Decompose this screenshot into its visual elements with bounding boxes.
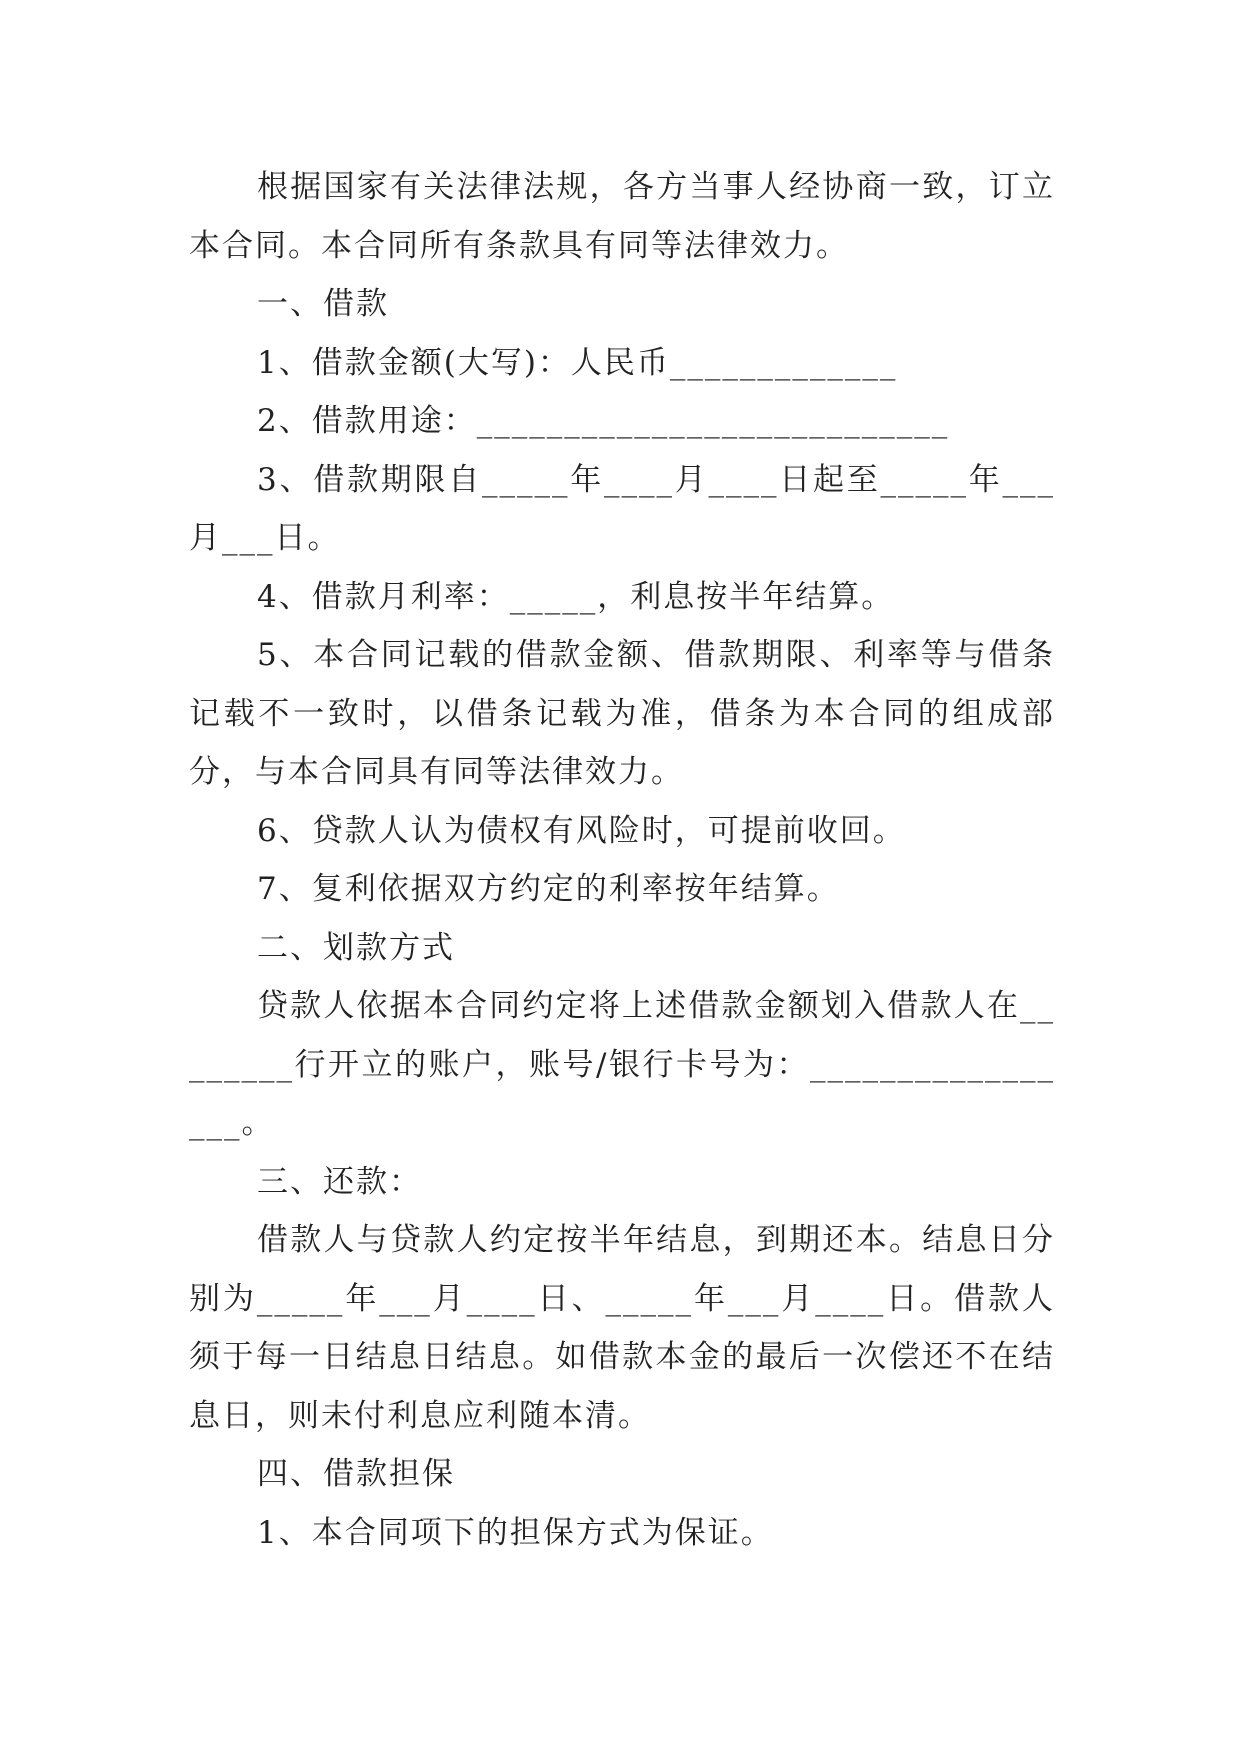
section-heading-loan-guarantee: 四、借款担保 — [257, 1456, 455, 1492]
clause-iou-precedence: 5、本合同记载的借款金额、借款期限、利率等与借条记载不一致时，以借条记载为准，借条为本合同的组成部分，与本合同具有同等法律效力。 — [189, 637, 1055, 790]
clause-guarantee-method: 1、本合同项下的担保方式为保证。 — [257, 1514, 774, 1551]
contract-body — [189, 158, 1055, 1562]
clause-monthly-interest-rate: 4、借款月利率：_____，利息按半年结算。 — [257, 578, 895, 615]
clause-compound-interest: 7、复利依据双方约定的利率按年结算。 — [257, 871, 840, 907]
section-heading-transfer-method: 二、划款方式 — [257, 929, 455, 966]
section-heading-repayment: 三、还款： — [257, 1163, 422, 1200]
clause-loan-term: 3、借款期限自_____年____月____日起至_____年___月___日。 — [189, 461, 1055, 556]
clause-transfer-account: 贷款人依据本合同约定将上述借款金额划入借款人在________行开立的账户，账号/银行卡号为：_________________。 — [189, 988, 1055, 1141]
preamble-paragraph: 根据国家有关法律法规，各方当事人经协商一致，订立本合同。本合同所有条款具有同等法律效力。 — [189, 169, 1055, 264]
section-heading-loan: 一、借款 — [257, 286, 389, 322]
clause-early-recall: 6、贷款人认为债权有风险时，可提前收回。 — [257, 812, 906, 849]
clause-loan-purpose: 2、借款用途：___________________________ — [257, 403, 950, 439]
clause-repayment-schedule: 借款人与贷款人约定按半年结息，到期还本。结息日分别为_____年___月____日、_____年___月____日。借款人须于每一日结息日结息。如借款本金的最后一次偿还不在结息日，则未付利息应利随本清。 — [189, 1222, 1055, 1434]
clause-loan-amount: 1、借款金额(大写)：人民币_____________ — [257, 344, 898, 381]
